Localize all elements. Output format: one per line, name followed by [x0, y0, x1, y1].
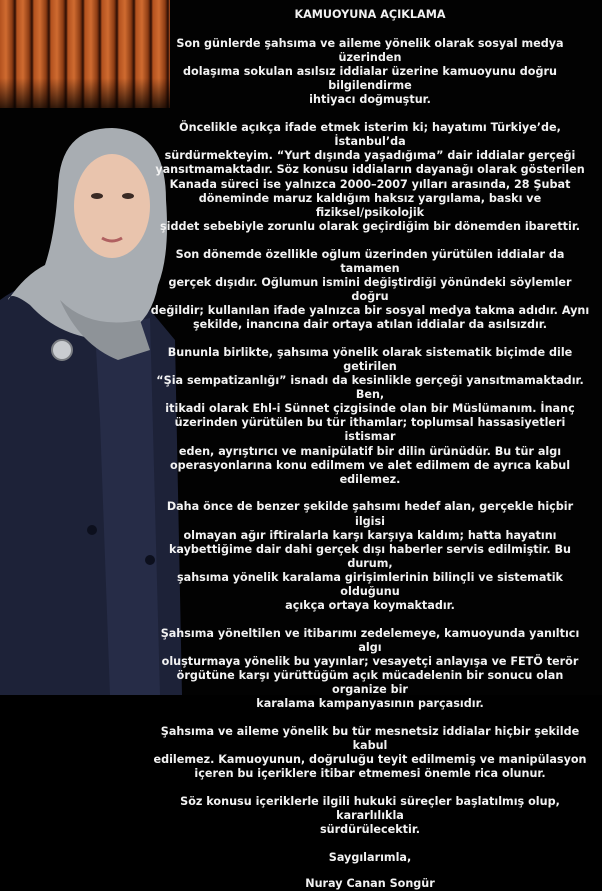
paragraph: Öncelikle açıkça ifade etmek isterim ki; hayatımı Türkiye’de, İstanbul’da sürdürmekteyim. “Yurt dışında yaşadığıma” dair iddialar gerçeği yansıtmamaktadır. Söz konusu iddiaların dayanağı olarak gösterilen Kanada süreci ise yalnızca 2000–2007 yılları arasında, 28 Şubat döneminde maruz kaldığım haksız yargılama, baskı ve fiziksel/psikolojik şiddet sebebiyle zorunlu olarak geçirdiğim bir dönemden ibarettir. — [155, 121, 585, 233]
paragraph: Daha önce de benzer şekilde şahsımı hedef alan, gerçekle hiçbir ilgisi olmayan ağır iftiralarla karşı karşıya kaldım; hatta hayatını kaybettiğime dair dahi gerçek dışı haberler servis edilmiştir. Bu durum, şahsıma yönelik karalama girişimlerinin bilinçli ve sistematik olduğunu açıkça ortaya koymaktadır. — [166, 500, 574, 613]
paragraph: Son dönemde özellikle oğlum üzerinden yürütülen iddialar da tamamen gerçek dışıdır. Oğlumun ismini değiştirdiği yönündeki söylemler doğru değildir; kullanılan ifade yalnızca bir sosyal medya takma adıdır. Aynı şekilde, inancına dair ortaya atılan iddialar da asılsızdır. — [150, 247, 590, 332]
left-eye — [91, 193, 103, 199]
brooch — [52, 340, 72, 360]
paragraph: Şahsıma ve aileme yönelik bu tür mesnetsiz iddialar hiçbir şekilde kabul edilemez. Kamuoyunun, doğruluğu teyit edilmemiş ve manipülasyon içeren bu içeriklere itibar etmemesi önemle rica olunur. — [153, 725, 587, 781]
right-eye — [122, 193, 134, 199]
jacket-button — [87, 525, 97, 535]
statement-text — [150, 8, 590, 891]
signature: Nuray Canan Songür — [305, 877, 435, 891]
closing: Saygılarımla, — [328, 851, 412, 865]
paragraph: Son günlerde şahsıma ve aileme yönelik olarak sosyal medya üzerinden dolaşıma sokulan asılsız iddialar üzerine kamuoyunu doğru bilgilendirme ihtiyacı doğmuştur. — [176, 37, 564, 107]
statement-title: KAMUOYUNA AÇIKLAMA — [294, 8, 446, 21]
paragraph: Söz konusu içeriklerle ilgili hukuki süreçler başlatılmış olup, kararlılıkla sürdürülecektir. — [180, 795, 560, 837]
paragraph: Bununla birlikte, şahsıma yönelik olarak sistematik biçimde dile getirilen “Şia sempatizanlığı” isnadı da kesinlikle gerçeği yansıtmamaktadır. Ben, itikadi olarak Ehl-i Sünnet çizgisinde olan bir Müslümanım. İnanç üzerinden yürütülen bu tür ithamlar; toplumsal hassasiyetleri istismar eden, ayrıştırıcı ve manipülatif bir dilin ürünüdür. Bu tür algı operasyonlarına konu edilmem ve alet edilmem de ayrıca kabul edilemez. — [156, 345, 584, 486]
paragraph: Şahsıma yöneltilen ve itibarımı zedelemeye, kamuoyunda yanıltıcı algı oluşturmaya yönelik bu yayınlar; vesayetçi anlayışa ve FETÖ terör örgütüne karşı yürüttüğüm açık mücadelenin bir sonucu olan organize bir karalama kampanyasının parçasıdır. — [160, 626, 580, 711]
